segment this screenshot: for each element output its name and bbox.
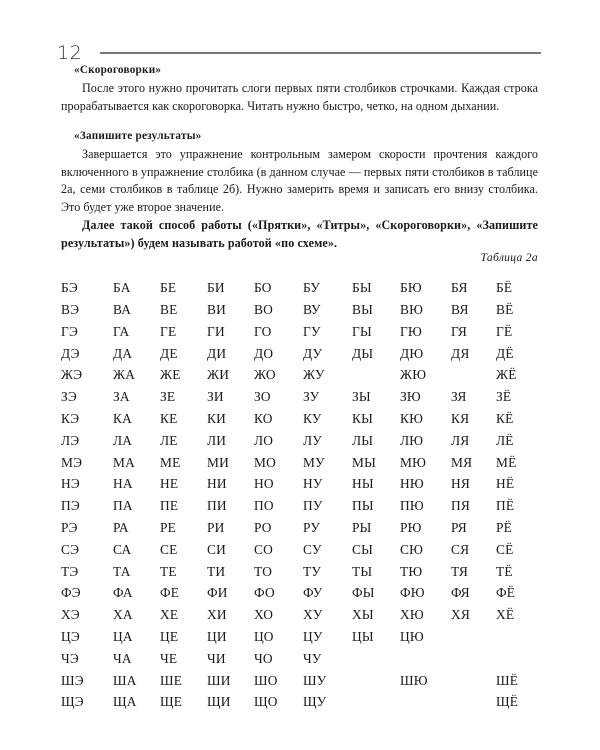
syllable-cell: ХЮ bbox=[400, 607, 424, 623]
syllable-cell: НА bbox=[113, 476, 133, 492]
syllable-cell: МЮ bbox=[400, 454, 427, 470]
syllable-table bbox=[61, 277, 539, 713]
syllable-cell: ФА bbox=[113, 585, 133, 601]
syllable-cell: СИ bbox=[207, 541, 227, 557]
syllable-cell: ДЫ bbox=[352, 345, 374, 361]
syllable-cell: ЗА bbox=[113, 389, 130, 405]
syllable-row bbox=[61, 582, 539, 604]
section-heading-skorogovorki: «Скороговорки» bbox=[74, 64, 162, 76]
syllable-cell: ФИ bbox=[207, 585, 228, 601]
syllable-cell: ЛЭ bbox=[61, 432, 80, 448]
syllable-cell: ФЁ bbox=[496, 585, 516, 601]
syllable-cell: ВУ bbox=[303, 301, 321, 317]
syllable-cell: РО bbox=[254, 519, 272, 535]
syllable-cell: ЖЭ bbox=[61, 367, 83, 383]
syllable-cell: КЭ bbox=[61, 410, 80, 426]
syllable-cell: ДЮ bbox=[400, 345, 424, 361]
syllable-cell: ЧИ bbox=[207, 650, 226, 666]
syllable-cell: ЛИ bbox=[207, 432, 227, 448]
syllable-cell-empty bbox=[451, 626, 496, 648]
syllable-cell: БЭ bbox=[61, 280, 78, 296]
syllable-cell: ХЭ bbox=[61, 607, 80, 623]
syllable-row bbox=[61, 517, 539, 539]
syllable-cell: ДЯ bbox=[451, 345, 470, 361]
syllable-cell: ЦЕ bbox=[160, 628, 179, 644]
syllable-cell: ЦЮ bbox=[400, 628, 424, 644]
syllable-cell: БУ bbox=[303, 280, 321, 296]
syllable-cell: ЩЁ bbox=[496, 694, 519, 710]
syllable-cell: ШЮ bbox=[400, 672, 428, 688]
syllable-cell: ДЁ bbox=[496, 345, 514, 361]
syllable-cell: ЛЁ bbox=[496, 432, 514, 448]
syllable-cell: МЁ bbox=[496, 454, 517, 470]
syllable-cell: ХЯ bbox=[451, 607, 471, 623]
syllable-cell: ВИ bbox=[207, 301, 227, 317]
syllable-cell: ГИ bbox=[207, 323, 225, 339]
syllable-row bbox=[61, 604, 539, 626]
syllable-cell: ПЁ bbox=[496, 498, 515, 514]
syllable-cell: ТЯ bbox=[451, 563, 469, 579]
syllable-row bbox=[61, 669, 539, 691]
syllable-cell: КЯ bbox=[451, 410, 470, 426]
syllable-cell: ВА bbox=[113, 301, 132, 317]
syllable-row bbox=[61, 451, 539, 473]
syllable-cell: ЛЮ bbox=[400, 432, 424, 448]
syllable-row bbox=[61, 539, 539, 561]
syllable-cell: ШИ bbox=[207, 672, 231, 688]
syllable-cell: ВЭ bbox=[61, 301, 80, 317]
syllable-cell: ЩА bbox=[113, 694, 137, 710]
syllable-cell: ШУ bbox=[303, 672, 327, 688]
syllable-cell: ЖУ bbox=[303, 367, 325, 383]
syllable-cell: БЮ bbox=[400, 280, 422, 296]
syllable-cell: ВЁ bbox=[496, 301, 514, 317]
syllable-cell: ДИ bbox=[207, 345, 227, 361]
syllable-cell: РЯ bbox=[451, 519, 467, 535]
syllable-cell: ХУ bbox=[303, 607, 323, 623]
syllable-cell: БЁ bbox=[496, 280, 513, 296]
syllable-cell: СО bbox=[254, 541, 274, 557]
syllable-cell: ША bbox=[113, 672, 137, 688]
syllable-cell-empty bbox=[352, 691, 400, 713]
syllable-cell: МИ bbox=[207, 454, 229, 470]
syllable-cell: НО bbox=[254, 476, 274, 492]
syllable-cell-empty bbox=[352, 364, 400, 386]
syllable-cell: ВО bbox=[254, 301, 274, 317]
syllable-cell: МА bbox=[113, 454, 135, 470]
syllable-cell: РУ bbox=[303, 519, 320, 535]
syllable-cell-empty bbox=[496, 626, 539, 648]
syllable-cell: ШЕ bbox=[160, 672, 183, 688]
syllable-cell: ЩЕ bbox=[160, 694, 183, 710]
syllable-cell: ЖЮ bbox=[400, 367, 427, 383]
syllable-cell: ПА bbox=[113, 498, 133, 514]
syllable-cell: ГЫ bbox=[352, 323, 372, 339]
syllable-cell: ПЯ bbox=[451, 498, 471, 514]
table-caption: Таблица 2а bbox=[480, 251, 538, 264]
syllable-row bbox=[61, 342, 539, 364]
syllable-cell: КЫ bbox=[352, 410, 374, 426]
syllable-cell: СЮ bbox=[400, 541, 424, 557]
section-paragraph-skorogovorki: После этого нужно прочитать слоги первых пяти столбиков строчками. Каждая строка прорабатывается как скороговорка. Читать нужно быстро, четко, на одном дыхании. bbox=[61, 80, 538, 113]
syllable-cell: РА bbox=[113, 519, 129, 535]
syllable-cell: БО bbox=[254, 280, 272, 296]
syllable-cell: КЁ bbox=[496, 410, 514, 426]
syllable-cell: ЗО bbox=[254, 389, 271, 405]
syllable-cell: ПЕ bbox=[160, 498, 179, 514]
syllable-cell: ФЯ bbox=[451, 585, 470, 601]
syllable-cell: СА bbox=[113, 541, 132, 557]
syllable-cell: СЭ bbox=[61, 541, 80, 557]
syllable-cell: ЦА bbox=[113, 628, 133, 644]
syllable-cell: ТУ bbox=[303, 563, 322, 579]
syllable-cell: МЭ bbox=[61, 454, 83, 470]
syllable-cell: БЕ bbox=[160, 280, 177, 296]
syllable-cell: ГЕ bbox=[160, 323, 177, 339]
syllable-cell: ГО bbox=[254, 323, 272, 339]
syllable-cell: ЗЮ bbox=[400, 389, 421, 405]
syllable-cell: ГА bbox=[113, 323, 130, 339]
syllable-cell: ДУ bbox=[303, 345, 323, 361]
syllable-cell: ТЭ bbox=[61, 563, 79, 579]
syllable-cell: ШЭ bbox=[61, 672, 84, 688]
syllable-cell: СЁ bbox=[496, 541, 514, 557]
syllable-cell: ВЫ bbox=[352, 301, 374, 317]
syllable-cell-empty bbox=[496, 648, 539, 670]
syllable-cell-empty bbox=[352, 669, 400, 691]
syllable-cell: ЧО bbox=[254, 650, 273, 666]
syllable-row bbox=[61, 277, 539, 299]
syllable-cell: ЦЭ bbox=[61, 628, 80, 644]
syllable-cell: КЮ bbox=[400, 410, 424, 426]
syllable-cell: ДЭ bbox=[61, 345, 80, 361]
syllable-cell: ЛУ bbox=[303, 432, 322, 448]
syllable-cell: ДА bbox=[113, 345, 133, 361]
syllable-cell: КИ bbox=[207, 410, 227, 426]
syllable-cell: ГЮ bbox=[400, 323, 422, 339]
syllable-cell: РИ bbox=[207, 519, 225, 535]
syllable-cell: ФУ bbox=[303, 585, 323, 601]
syllable-cell: ЗЭ bbox=[61, 389, 77, 405]
syllable-cell-empty bbox=[400, 648, 451, 670]
syllable-row bbox=[61, 321, 539, 343]
syllable-row bbox=[61, 299, 539, 321]
syllable-cell: КУ bbox=[303, 410, 322, 426]
syllable-cell: ПО bbox=[254, 498, 274, 514]
syllable-cell: ВЮ bbox=[400, 301, 424, 317]
syllable-cell: ХО bbox=[254, 607, 274, 623]
syllable-cell: СЯ bbox=[451, 541, 470, 557]
syllable-cell: БА bbox=[113, 280, 131, 296]
syllable-cell: ЗЫ bbox=[352, 389, 371, 405]
syllable-cell: ЩУ bbox=[303, 694, 327, 710]
syllable-cell: РЕ bbox=[160, 519, 177, 535]
syllable-cell: ХЫ bbox=[352, 607, 374, 623]
syllable-cell: ГЁ bbox=[496, 323, 513, 339]
syllable-cell: ЩО bbox=[254, 694, 278, 710]
syllable-cell: ШЁ bbox=[496, 672, 519, 688]
syllable-cell: ЗЯ bbox=[451, 389, 467, 405]
syllable-cell: ЩИ bbox=[207, 694, 231, 710]
syllable-cell: ПИ bbox=[207, 498, 227, 514]
syllable-cell: НЯ bbox=[451, 476, 471, 492]
syllable-cell: ЖО bbox=[254, 367, 276, 383]
syllable-cell: НЭ bbox=[61, 476, 80, 492]
syllable-cell: ДО bbox=[254, 345, 274, 361]
syllable-cell: ТЫ bbox=[352, 563, 373, 579]
syllable-row bbox=[61, 626, 539, 648]
syllable-cell: ФО bbox=[254, 585, 275, 601]
syllable-cell: МЯ bbox=[451, 454, 473, 470]
syllable-cell: БИ bbox=[207, 280, 225, 296]
syllable-cell: БЯ bbox=[451, 280, 468, 296]
page-number: 12 bbox=[57, 41, 83, 64]
syllable-cell: РЫ bbox=[352, 519, 372, 535]
syllable-row bbox=[61, 495, 539, 517]
syllable-cell-empty bbox=[451, 691, 496, 713]
syllable-cell: ТЮ bbox=[400, 563, 423, 579]
syllable-cell: ЛЕ bbox=[160, 432, 178, 448]
syllable-row bbox=[61, 560, 539, 582]
syllable-row bbox=[61, 691, 539, 713]
syllable-cell-empty bbox=[400, 691, 451, 713]
syllable-cell: МО bbox=[254, 454, 276, 470]
header-rule bbox=[100, 52, 541, 54]
syllable-cell: СУ bbox=[303, 541, 322, 557]
syllable-cell: ГУ bbox=[303, 323, 321, 339]
syllable-cell: ЛЫ bbox=[352, 432, 374, 448]
prose-body bbox=[61, 62, 538, 252]
syllable-row bbox=[61, 648, 539, 670]
syllable-cell-empty bbox=[352, 648, 400, 670]
syllable-cell-empty bbox=[451, 648, 496, 670]
syllable-cell: ТЁ bbox=[496, 563, 513, 579]
syllable-cell: ЧУ bbox=[303, 650, 322, 666]
syllable-cell: ЦИ bbox=[207, 628, 227, 644]
syllable-cell: ПЭ bbox=[61, 498, 80, 514]
syllable-cell: КО bbox=[254, 410, 273, 426]
section-paragraph-zapishite: Завершается это упражнение контрольным замером скорости прочтения каждого включенного в упражнение столбика (в данном случае — первых пяти столбиков в таблице 2а, семи столбиков в таблице 2б). Нужно замерить время и записать его внизу столбика. Это будет уже второе значение. bbox=[61, 147, 538, 215]
syllable-cell: МУ bbox=[303, 454, 325, 470]
syllable-cell: ЗУ bbox=[303, 389, 320, 405]
syllable-cell: ПЮ bbox=[400, 498, 424, 514]
syllable-cell: РЭ bbox=[61, 519, 78, 535]
syllable-row bbox=[61, 473, 539, 495]
syllable-cell: ЖЁ bbox=[496, 367, 517, 383]
syllable-cell: ФЕ bbox=[160, 585, 180, 601]
syllable-cell: ЖА bbox=[113, 367, 136, 383]
syllable-cell: НУ bbox=[303, 476, 323, 492]
section-heading-zapishite: «Запишите результаты» bbox=[74, 130, 202, 143]
syllable-cell: НЁ bbox=[496, 476, 515, 492]
syllable-cell: ХЕ bbox=[160, 607, 179, 623]
syllable-cell: ПЫ bbox=[352, 498, 374, 514]
syllable-cell: МЕ bbox=[160, 454, 181, 470]
syllable-cell: ЦЫ bbox=[352, 628, 374, 644]
syllable-cell: ЧА bbox=[113, 650, 132, 666]
syllable-cell: СЕ bbox=[160, 541, 178, 557]
syllable-cell: ВЯ bbox=[451, 301, 469, 317]
syllable-cell: ЖИ bbox=[207, 367, 230, 383]
syllable-row bbox=[61, 364, 539, 386]
syllable-cell: ТО bbox=[254, 563, 273, 579]
syllable-row bbox=[61, 430, 539, 452]
syllable-cell: ГЭ bbox=[61, 323, 78, 339]
syllable-cell: КА bbox=[113, 410, 133, 426]
paragraph-spacer bbox=[61, 115, 538, 128]
syllable-cell: ЦУ bbox=[303, 628, 323, 644]
syllable-cell: КЕ bbox=[160, 410, 178, 426]
syllable-cell: ТИ bbox=[207, 563, 226, 579]
syllable-cell: ЩЭ bbox=[61, 694, 84, 710]
syllable-row bbox=[61, 386, 539, 408]
syllable-cell: ХЁ bbox=[496, 607, 515, 623]
syllable-cell-empty bbox=[451, 669, 496, 691]
syllable-cell: БЫ bbox=[352, 280, 372, 296]
syllable-cell: ВЕ bbox=[160, 301, 178, 317]
syllable-cell: ЛА bbox=[113, 432, 133, 448]
syllable-cell: НИ bbox=[207, 476, 227, 492]
syllable-cell: ЛО bbox=[254, 432, 274, 448]
syllable-cell: ХА bbox=[113, 607, 133, 623]
syllable-cell: ФЭ bbox=[61, 585, 81, 601]
syllable-cell: ЖЕ bbox=[160, 367, 181, 383]
syllable-cell: ТЕ bbox=[160, 563, 177, 579]
syllable-cell: ЦО bbox=[254, 628, 274, 644]
syllable-cell: ФЫ bbox=[352, 585, 375, 601]
syllable-cell: ЗЁ bbox=[496, 389, 512, 405]
syllable-cell: СЫ bbox=[352, 541, 374, 557]
syllable-cell: НЮ bbox=[400, 476, 424, 492]
syllable-cell: ХИ bbox=[207, 607, 227, 623]
syllable-cell: ФЮ bbox=[400, 585, 425, 601]
syllable-cell: ПУ bbox=[303, 498, 323, 514]
syllable-cell: ЛЯ bbox=[451, 432, 470, 448]
syllable-cell: ГЯ bbox=[451, 323, 468, 339]
section-paragraph-po-sheme: Далее такой способ работы («Прятки», «Титры», «Скороговорки», «Запишите результаты») будем называть работой «по схеме». bbox=[61, 217, 538, 250]
syllable-cell: НЕ bbox=[160, 476, 179, 492]
syllable-cell: МЫ bbox=[352, 454, 376, 470]
syllable-cell: РЁ bbox=[496, 519, 513, 535]
syllable-row bbox=[61, 408, 539, 430]
syllable-table-body bbox=[61, 277, 539, 713]
syllable-cell: ЧЭ bbox=[61, 650, 79, 666]
syllable-cell: ШО bbox=[254, 672, 278, 688]
syllable-cell-empty bbox=[451, 364, 496, 386]
syllable-cell: ЗЕ bbox=[160, 389, 176, 405]
syllable-cell: ТА bbox=[113, 563, 131, 579]
syllable-cell: НЫ bbox=[352, 476, 374, 492]
syllable-cell: РЮ bbox=[400, 519, 422, 535]
syllable-cell: ЗИ bbox=[207, 389, 224, 405]
syllable-cell: ДЕ bbox=[160, 345, 178, 361]
syllable-cell: ЧЕ bbox=[160, 650, 178, 666]
